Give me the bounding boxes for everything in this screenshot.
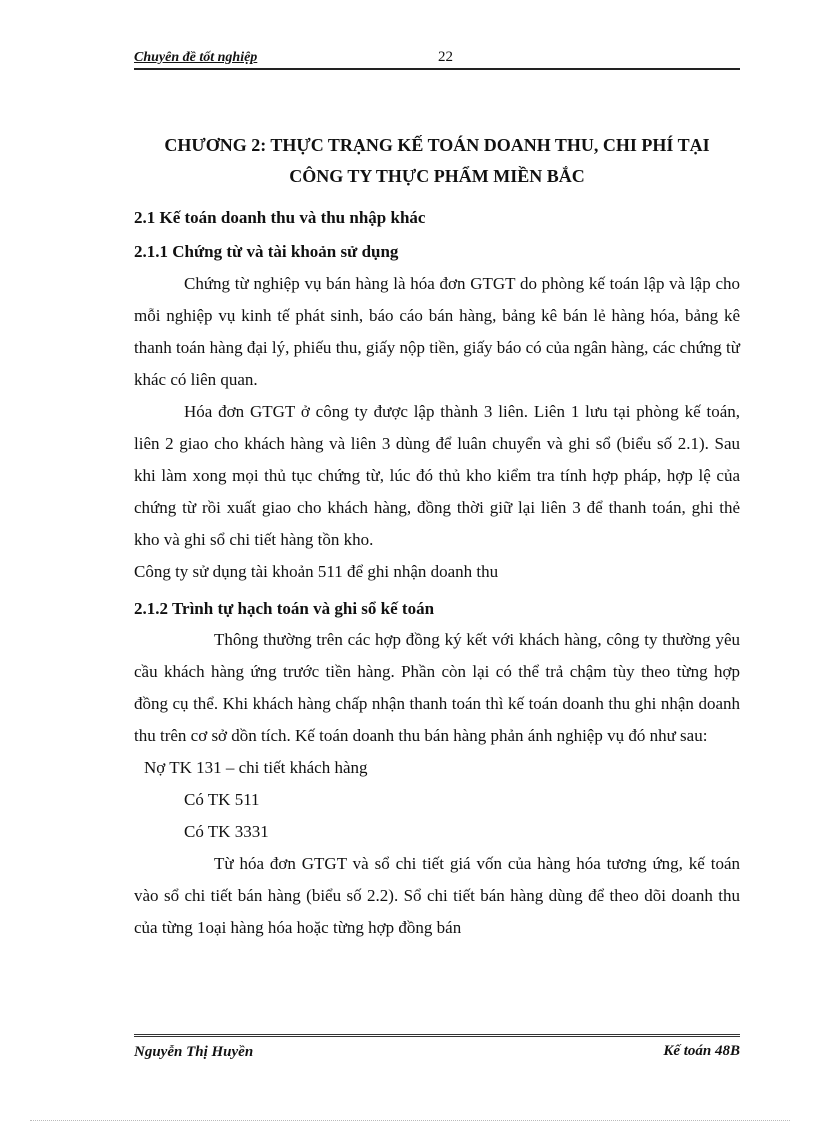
header-title: Chuyên đề tốt nghiệp (134, 50, 258, 65)
paragraph-sales-ledger: Từ hóa đơn GTGT và sổ chi tiết giá vốn của hàng hóa tương ứng, kế toán vào sổ chi tiết bán hàng (biểu số 2.2). Sổ chi tiết bán hàng dùng để theo dõi doanh thu của từng 1oại hàng hóa hoặc từng hợp đồng bán (134, 854, 740, 937)
paragraph-invoice: Hóa đơn GTGT ở công ty được lập thành 3 liên. Liên 1 lưu tại phòng kế toán, liên 2 giao cho khách hàng và liên 3 dùng để luân chuyển và ghi sổ (biểu số 2.1). Sau khi làm xong mọi thủ tục chứng từ, lúc đó thủ kho kiểm tra tính hợp pháp, hợp lệ của chứng từ rồi xuất giao cho khách hàng, đồng thời giữ lại liên 3 để thanh toán, ghi thẻ kho và ghi sổ chi tiết hàng tồn kho. (134, 402, 740, 549)
footer-author: Nguyễn Thị Huyền (134, 1044, 254, 1060)
journal-debit: Nợ TK 131 – chi tiết khách hàng (144, 758, 368, 777)
chapter-title-line2: CÔNG TY THỰC PHẨM MIỀN BẮC (289, 166, 585, 186)
page-footer (134, 1034, 740, 1061)
section-heading-2-1-1: 2.1.1 Chứng từ và tài khoản sử dụng (134, 242, 399, 261)
page-content (134, 130, 740, 944)
footer-class: Kế toán 48B (663, 1043, 740, 1059)
journal-credit-3331: Có TK 3331 (184, 822, 269, 841)
section-heading-2-1: 2.1 Kế toán doanh thu và thu nhập khác (134, 208, 426, 227)
paragraph-procedure: Thông thường trên các hợp đồng ký kết với khách hàng, công ty thường yêu cầu khách hàng ứng trước tiền hàng. Phần còn lại có thể trả chậm tùy theo từng hợp đồng cụ thể. Khi khách hàng chấp nhận thanh toán thì kế toán doanh thu ghi nhận doanh thu trên cơ sở dồn tích. Kế toán doanh thu bán hàng phản ánh nghiệp vụ đó như sau: (134, 630, 740, 745)
chapter-title-line1: CHƯƠNG 2: THỰC TRẠNG KẾ TOÁN DOANH THU, CHI PHÍ TẠI (164, 135, 710, 155)
page-number: 22 (438, 49, 453, 65)
paragraph-account-511: Công ty sử dụng tài khoản 511 để ghi nhận doanh thu (134, 562, 499, 581)
page-bottom-border (30, 1120, 790, 1121)
section-heading-2-1-2: 2.1.2 Trình tự hạch toán và ghi sổ kế toán (134, 599, 435, 618)
paragraph-documents: Chứng từ nghiệp vụ bán hàng là hóa đơn GTGT do phòng kế toán lập và lập cho mỗi nghiệp vụ kinh tế phát sinh, báo cáo bán hàng, bảng kê bán lẻ hàng hóa, bảng kê thanh toán hàng đại lý, phiếu thu, giấy nộp tiền, giấy báo có của ngân hàng, các chứng từ khác có liên quan. (134, 274, 740, 389)
page-header (134, 48, 740, 70)
journal-credit-511: Có TK 511 (184, 790, 260, 809)
